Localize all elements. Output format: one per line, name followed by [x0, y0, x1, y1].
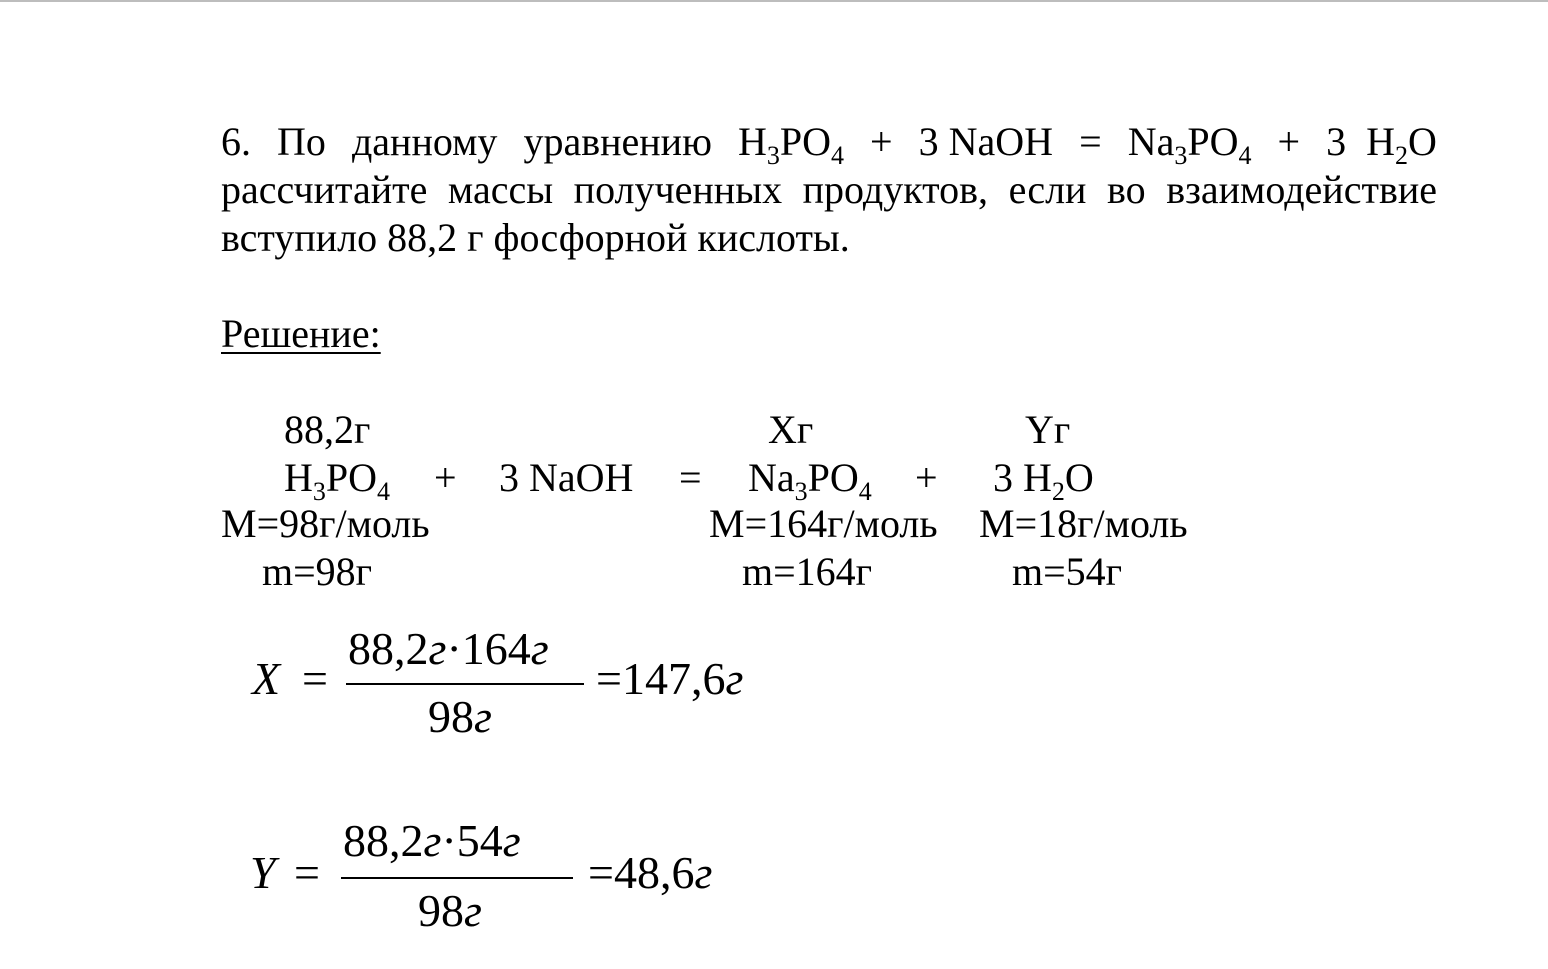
formula-y-fraction-bar: [341, 877, 573, 879]
problem-word: взаимодействие: [1166, 167, 1437, 212]
equals-sign: =: [1079, 119, 1102, 164]
reaction-plus: +: [434, 455, 457, 500]
problem-word: во: [1107, 167, 1146, 212]
problem-word: данному: [351, 119, 498, 164]
formula-y-variable: Y: [250, 847, 276, 898]
reaction-plus: +: [915, 455, 938, 500]
molar-mass-h3po4: M=98г/моль: [221, 501, 430, 546]
formula-x-variable: X: [252, 653, 281, 704]
mass-na3po4: m=164г: [742, 549, 873, 594]
solution-heading: Решение:: [221, 311, 381, 356]
molar-mass-h2o: M=18г/моль: [979, 501, 1188, 546]
problem-word: рассчитайте: [221, 167, 428, 212]
formula-y-result: =48,6г: [588, 847, 713, 898]
formula-h3po4: $H_3PO_4$: [737, 119, 845, 170]
formula-y-numerator: 88,2г·54г: [343, 815, 521, 866]
unknown-y-label: Yг: [1025, 407, 1071, 452]
problem-line-1: [221, 118, 1437, 170]
formula-na3po4: $Na_3PO_4$: [1127, 119, 1252, 170]
problem-word: полученных: [573, 167, 783, 212]
problem-word: продуктов,: [802, 167, 988, 212]
molar-mass-na3po4: M=164г/моль: [709, 501, 938, 546]
formula-naoh: 3 NaOH: [918, 119, 1054, 164]
plus-sign: +: [1277, 119, 1301, 164]
plus-sign: +: [870, 119, 893, 164]
reaction-na3po4: $Na_3PO_4$: [748, 455, 872, 506]
formula-x-result: =147,6г: [596, 653, 744, 704]
mass-h2o: m=54г: [1012, 549, 1123, 594]
formula-x-numerator: 88,2г·164г: [348, 623, 549, 674]
reaction-h3po4: $H_3PO_4$: [284, 455, 391, 506]
formula-y-denominator: 98г: [418, 885, 482, 936]
formula-x-denominator: 98г: [428, 691, 492, 742]
mass-h3po4: m=98г: [262, 549, 373, 594]
reaction-h2o: 3 $H_2O$: [993, 455, 1094, 506]
reaction-equals: =: [679, 455, 702, 500]
problem-word: уравнению: [523, 119, 712, 164]
problem-line-2: [221, 166, 1437, 214]
problem-line-3: вступило 88,2 г фосфорной кислоты.: [221, 215, 850, 260]
formula-y-equals: =: [294, 847, 320, 898]
top-border: [0, 0, 1548, 2]
reaction-naoh: 3 NaOH: [499, 455, 634, 500]
problem-number: 6.: [221, 119, 251, 164]
given-mass-label: 88,2г: [284, 407, 371, 452]
formula-x-equals: =: [302, 653, 328, 704]
problem-word: По: [277, 119, 326, 164]
problem-word: если: [1008, 167, 1087, 212]
problem-word: массы: [447, 167, 554, 212]
unknown-x-label: Xг: [768, 407, 814, 452]
formula-x-fraction-bar: [346, 683, 584, 685]
formula-h2o: 3 $H_2O$: [1326, 119, 1437, 170]
problem-statement: [221, 118, 1437, 262]
